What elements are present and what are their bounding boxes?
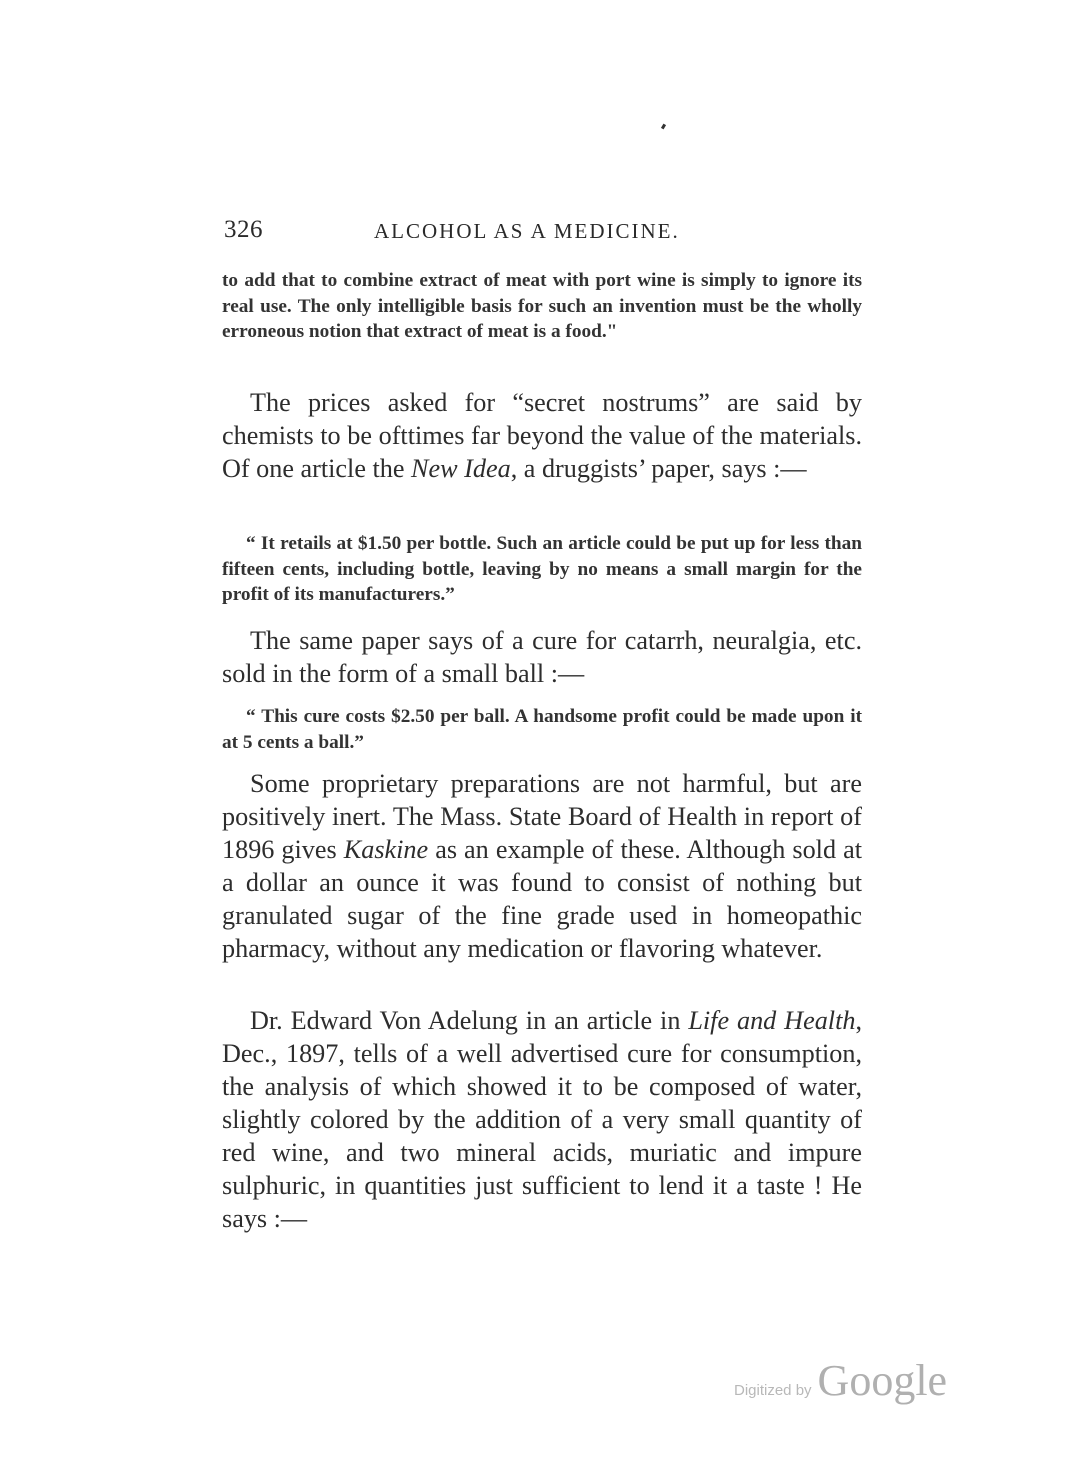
running-head [224, 216, 864, 248]
google-logo: Google [817, 1356, 948, 1405]
ink-speck [661, 124, 666, 130]
quote-continuation [222, 268, 862, 345]
quote-text: “ It retails at $1.50 per bottle. Such an article could be put up for less than fifteen cents, including bottle, leaving by no means a small margin for the profit of its manufacturers.” [222, 533, 862, 605]
watermark-prefix: Digitized by [734, 1382, 812, 1399]
paragraph-catarrh-cure [222, 624, 862, 690]
paragraph-text: The same paper says of a cure for catarrh, neuralgia, etc. sold in the form of a small ball :— [222, 626, 862, 688]
paragraph-secret-nostrums [222, 386, 862, 485]
paragraph-text: The prices asked for “secret nostrums” are said by chemists to be ofttimes far beyond the value of the materials. Of one article the New Idea, a druggists’ paper, says :— [222, 388, 862, 483]
quote-new-idea-bottle [222, 531, 862, 608]
product-name: Kaskine [343, 835, 429, 864]
paragraph-von-adelung [222, 1004, 862, 1235]
quote-text: “ This cure costs $2.50 per ball. A handsome profit could be made upon it at 5 cents a ball.” [222, 706, 862, 753]
page-header-title: ALCOHOL AS A MEDICINE. [374, 219, 680, 243]
paragraph-text: Some proprietary preparations are not harmful, but are positively inert. The Mass. State Board of Health in report of 1896 gives Kaskine as an example of these. Although sold at a dollar an ounce it was found to consist of nothing but granulated sugar of the fine grade used in homeopathic pharmacy, without any medication or flavoring whatever. [222, 769, 862, 963]
digitized-watermark [734, 1355, 947, 1406]
paragraph-text: Dr. Edward Von Adelung in an article in Life and Health, Dec., 1897, tells of a well advertised cure for consumption, the analysis of which showed it to be composed of water, slightly colored by the addition of a very small quantity of red wine, and two mineral acids, muriatic and impure sulphuric, in quantities just sufficient to lend it a taste ! He says :— [222, 1006, 862, 1233]
quote-continuation-text: to add that to combine extract of meat with port wine is simply to ignore its real use. The only intelligible basis for such an invention must be the wholly erroneous notion that extract of meat is a food." [222, 270, 862, 342]
quote-new-idea-ball [222, 704, 862, 755]
publication-title: Life and Health [688, 1006, 856, 1035]
paragraph-kaskine [222, 767, 862, 965]
publication-title: New Idea [411, 454, 511, 483]
page-number: 326 [224, 216, 263, 243]
